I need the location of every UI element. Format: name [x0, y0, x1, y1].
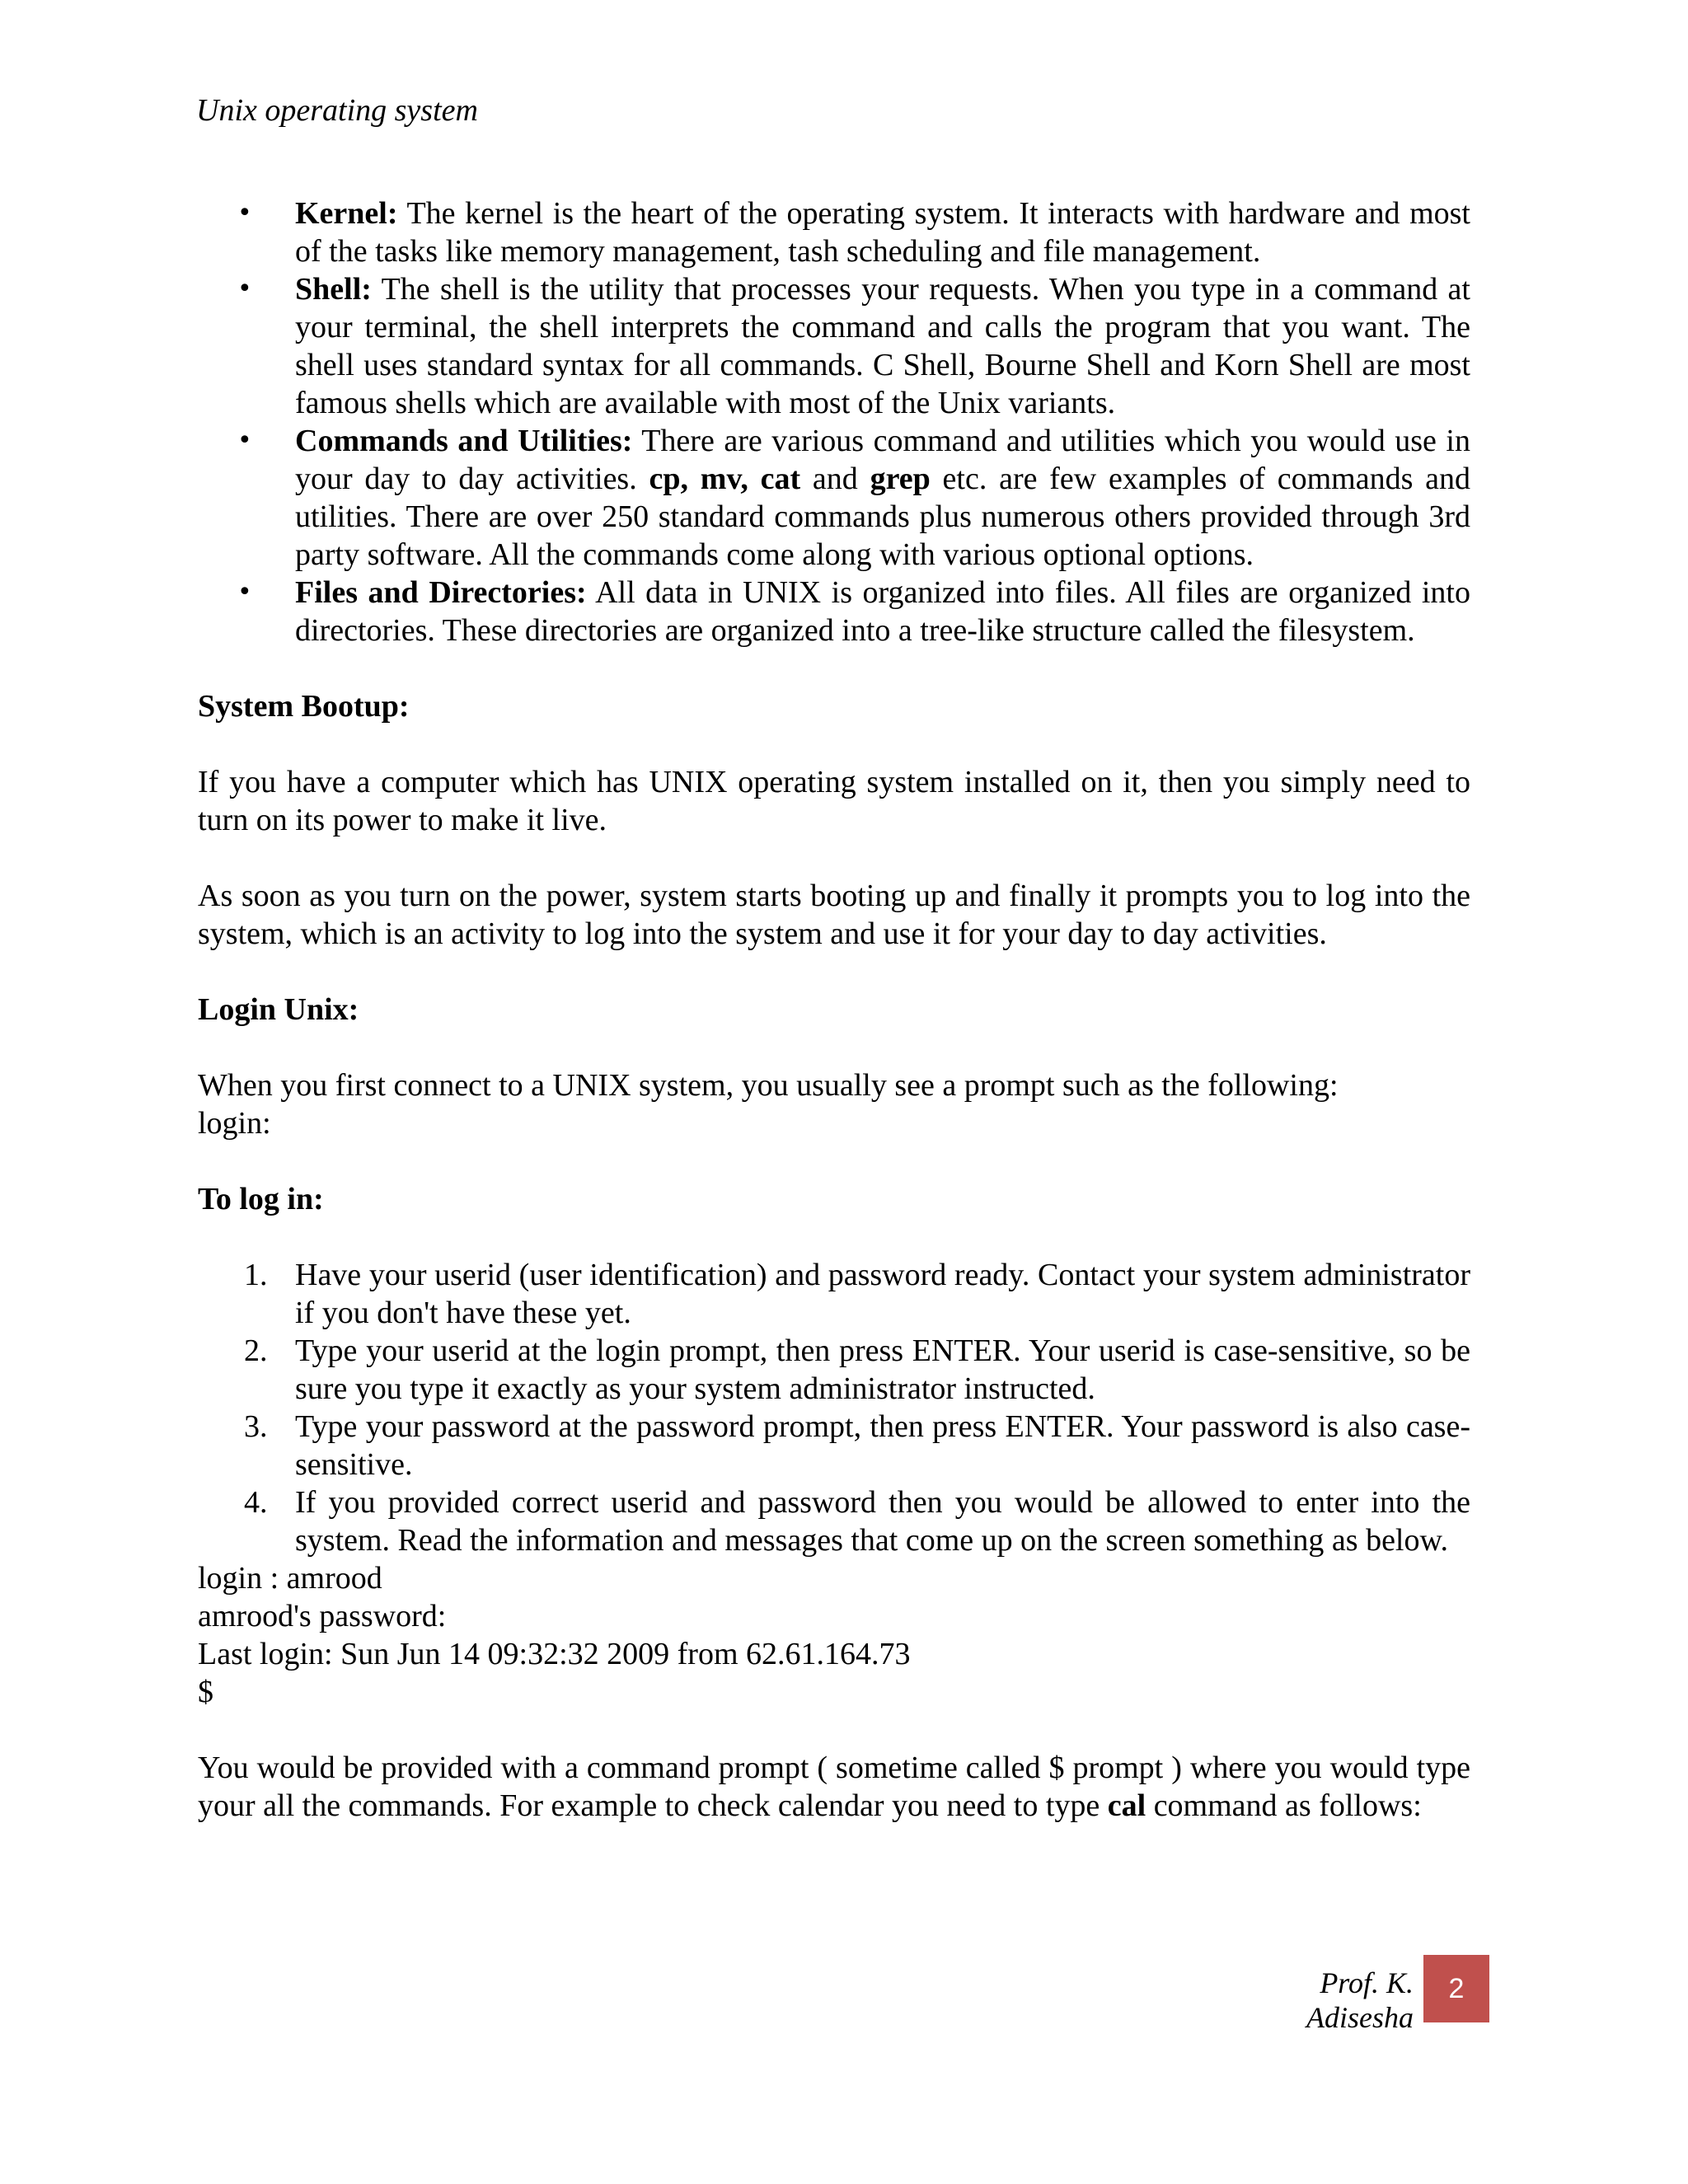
bootup-para-1: If you have a computer which has UNIX operating system installed on it, then you simply need to turn on its power to make it live. [198, 765, 1470, 837]
bullet-icon: • [237, 199, 252, 227]
session-last-login-line: Last login: Sun Jun 14 09:32:32 2009 from 62.61.164.73 [198, 1637, 911, 1671]
step-4 [198, 1483, 1470, 1559]
step-text: Type your userid at the login prompt, then press ENTER. Your userid is case-sensitive, so be sure you type it exactly as your system administrator instructed. [295, 1333, 1470, 1406]
session-login-line: login : amrood [198, 1561, 382, 1596]
bootup-para-2: As soon as you turn on the power, system starts booting up and finally it prompts you to log into the system, which is an activity to log into the system and use it for your day to day activities. [198, 879, 1470, 951]
step-number: 3. [244, 1409, 268, 1444]
running-header: Unix operating system [196, 93, 478, 128]
desc-kernel: The kernel is the heart of the operating system. It interacts with hardware and most of the tasks like memory management, tash scheduling and file management. [295, 196, 1470, 269]
desc-shell: The shell is the utility that processes your requests. When you type in a command at your terminal, the shell interprets the command and calls the program that you want. The shell uses standard syntax for all commands. C Shell, Bourne Shell and Korn Shell are most famous shells which are available with most of the Unix variants. [295, 272, 1470, 420]
step-text: Have your userid (user identification) and password ready. Contact your system administrator if you don't have these yet. [295, 1258, 1470, 1330]
step-text: If you provided correct userid and password then you would be allowed to enter into the system. Read the information and messages that come up on the screen something as below. [295, 1485, 1470, 1558]
bullet-icon: • [237, 426, 252, 455]
page-number-badge [1423, 1955, 1489, 2022]
login-intro: When you first connect to a UNIX system, you usually see a prompt such as the following: [198, 1068, 1339, 1103]
desc-commands-b: cp, mv, cat [649, 462, 801, 496]
page-body [198, 194, 1470, 1825]
session-password-line: amrood's password: [198, 1599, 447, 1633]
page-number: 2 [1448, 1972, 1465, 2004]
term-shell: Shell: [295, 272, 372, 307]
term-files: Files and Directories: [295, 575, 587, 610]
heading-system-bootup: System Bootup: [198, 689, 410, 724]
components-list [198, 194, 1470, 649]
list-item-commands [198, 422, 1470, 574]
closing-text-b: command as follows: [1146, 1788, 1422, 1823]
desc-files: All data in UNIX is organized into files. All files are organized into directories. These directories are organized into a tree-like structure called the filesystem. [295, 575, 1470, 648]
step-number: 1. [244, 1258, 268, 1292]
list-item-files [198, 574, 1470, 649]
desc-commands-c: and [800, 462, 870, 496]
step-2 [198, 1332, 1470, 1408]
session-prompt-line: $ [198, 1675, 213, 1709]
desc-commands-a: There are various command and utilities which you would use in your day to day activities. [295, 424, 1470, 496]
login-prompt-example: login: [198, 1106, 271, 1141]
term-kernel: Kernel: [295, 196, 398, 231]
closing-cal-command: cal [1107, 1788, 1146, 1823]
heading-login-unix: Login Unix: [198, 992, 359, 1027]
footer-author: Prof. K. Adisesha [1306, 1966, 1414, 2034]
heading-to-log-in: To log in: [198, 1182, 324, 1216]
step-text: Type your password at the password prompt, then press ENTER. Your password is also case-sensitive. [295, 1409, 1470, 1482]
bullet-icon: • [237, 274, 252, 303]
step-number: 4. [244, 1485, 268, 1520]
desc-commands-d: grep [870, 462, 931, 496]
list-item-shell [198, 270, 1470, 422]
closing-paragraph [198, 1749, 1470, 1825]
step-number: 2. [244, 1333, 268, 1368]
step-3 [198, 1408, 1470, 1483]
login-steps [198, 1256, 1470, 1559]
bullet-icon: • [237, 578, 252, 607]
term-commands: Commands and Utilities: [295, 424, 633, 458]
desc-commands-e: etc. are few examples of commands and utilities. There are over 250 standard commands plus numerous others provided through 3rd party software. All the commands come along with various optional options. [295, 462, 1470, 572]
closing-text-a: You would be provided with a command prompt ( sometime called $ prompt ) where you would type your all the commands. For example to check calendar you need to type [198, 1750, 1470, 1823]
step-1 [198, 1256, 1470, 1332]
list-item-kernel [198, 194, 1470, 270]
